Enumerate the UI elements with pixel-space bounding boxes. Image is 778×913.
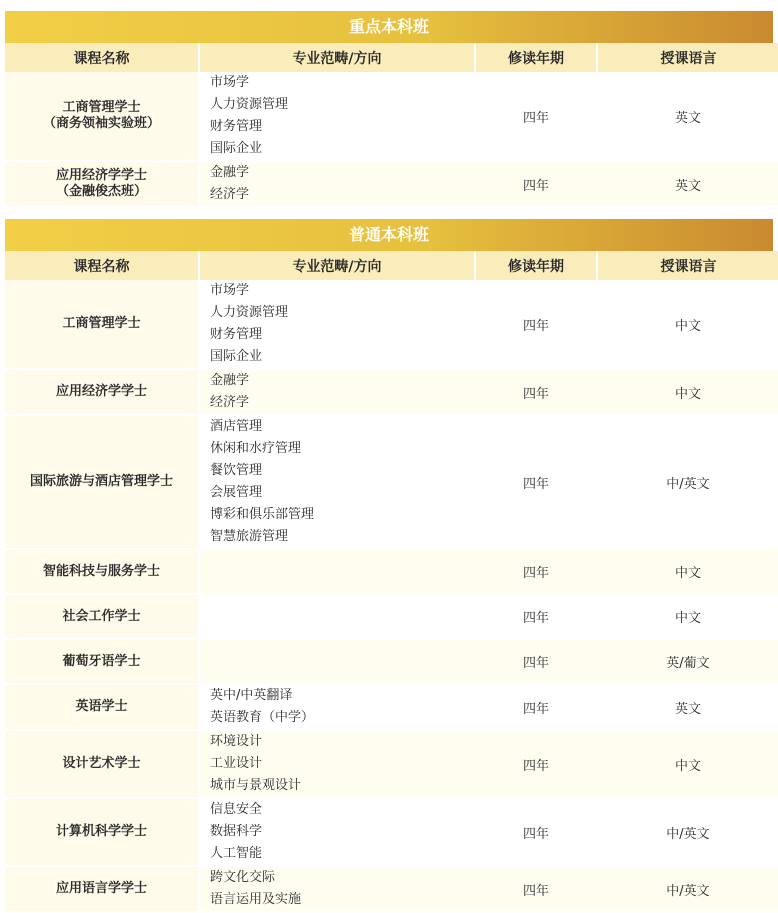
directions-cell	[199, 369, 475, 415]
course-name: 应用经济学学士	[55, 384, 147, 399]
direction-item: 休闲和水疗管理	[210, 441, 302, 456]
table-row	[5, 866, 778, 912]
study-years-cell: 四年	[475, 730, 597, 798]
study-years-cell: 四年	[475, 161, 597, 207]
table-row	[5, 415, 778, 549]
direction-item: 金融学	[210, 165, 250, 180]
course-name: 英语学士	[75, 699, 128, 714]
study-years-cell: 四年	[475, 369, 597, 415]
direction-item: 跨文化交际	[210, 870, 276, 885]
teaching-language-cell: 中/英文	[597, 866, 778, 912]
course-name-cell	[5, 684, 199, 730]
direction-item: 数据科学	[210, 824, 263, 839]
teaching-language-cell: 英文	[597, 161, 778, 207]
direction-item: 人力资源管理	[210, 305, 289, 320]
course-name: 社会工作学士	[62, 608, 141, 624]
header-years: 修读年期	[475, 251, 597, 280]
study-years-cell: 四年	[475, 280, 597, 369]
directions-cell	[199, 798, 475, 866]
table-row	[5, 280, 778, 369]
header-directions: 专业范畴/方向	[199, 43, 475, 72]
directions-cell	[199, 684, 475, 730]
table-row	[5, 594, 778, 639]
header-course-name: 课程名称	[5, 251, 199, 280]
course-name-cell	[5, 72, 199, 161]
course-name-note: （金融俊杰班）	[55, 184, 147, 199]
direction-item: 市场学	[210, 283, 250, 298]
teaching-language-cell: 英文	[597, 72, 778, 161]
course-name-note: （商务领袖实验班）	[42, 116, 160, 131]
study-years-cell: 四年	[475, 415, 597, 549]
direction-item: 博彩和俱乐部管理	[210, 507, 315, 522]
direction-item: 财务管理	[210, 327, 263, 342]
direction-item: 酒店管理	[210, 419, 263, 434]
directions-cell	[199, 549, 475, 594]
direction-item: 会展管理	[210, 485, 263, 500]
course-name-cell	[5, 594, 199, 639]
direction-item: 语言运用及实施	[210, 892, 302, 907]
study-years-cell: 四年	[475, 639, 597, 684]
course-name-cell	[5, 866, 199, 912]
course-name: 设计艺术学士	[62, 756, 141, 771]
table-row	[5, 798, 778, 866]
direction-item: 英中/中英翻译	[210, 688, 293, 703]
teaching-language-cell: 中文	[597, 369, 778, 415]
course-name: 国际旅游与酒店管理学士	[29, 474, 173, 489]
header-course-name: 课程名称	[5, 43, 199, 72]
header-language: 授课语言	[597, 251, 778, 280]
direction-item: 财务管理	[210, 119, 263, 134]
directions-cell	[199, 161, 475, 207]
table-row	[5, 369, 778, 415]
study-years-cell: 四年	[475, 798, 597, 866]
table-row	[5, 72, 778, 161]
course-name: 应用语言学学士	[55, 881, 147, 896]
table-row	[5, 684, 778, 730]
direction-item: 信息安全	[210, 802, 263, 817]
direction-item: 市场学	[210, 75, 250, 90]
course-name-cell	[5, 415, 199, 549]
direction-item: 工业设计	[210, 756, 263, 771]
key-program-section	[5, 11, 773, 208]
course-name: 工商管理学士	[62, 316, 141, 331]
directions-cell	[199, 639, 475, 684]
table-row	[5, 549, 778, 594]
study-years-cell: 四年	[475, 866, 597, 912]
direction-item: 经济学	[210, 187, 250, 202]
course-name: 应用经济学学士	[55, 168, 147, 183]
teaching-language-cell: 中文	[597, 549, 778, 594]
teaching-language-cell: 中文	[597, 594, 778, 639]
course-name-cell	[5, 639, 199, 684]
directions-cell	[199, 866, 475, 912]
study-years-cell: 四年	[475, 684, 597, 730]
course-name-cell	[5, 730, 199, 798]
directions-cell	[199, 730, 475, 798]
direction-item: 智慧旅游管理	[210, 529, 289, 544]
table-header-row	[5, 251, 778, 280]
direction-item: 人力资源管理	[210, 97, 289, 112]
table-row	[5, 161, 778, 207]
program-table	[5, 43, 778, 208]
section-title: 普通本科班	[5, 219, 773, 251]
direction-item: 餐饮管理	[210, 463, 263, 478]
teaching-language-cell: 英文	[597, 684, 778, 730]
direction-item: 国际企业	[210, 349, 263, 364]
direction-item: 国际企业	[210, 141, 263, 156]
course-name: 工商管理学士	[62, 100, 141, 115]
direction-item: 环境设计	[210, 734, 263, 749]
teaching-language-cell: 中/英文	[597, 415, 778, 549]
teaching-language-cell: 中文	[597, 730, 778, 798]
directions-cell	[199, 594, 475, 639]
teaching-language-cell: 中文	[597, 280, 778, 369]
header-directions: 专业范畴/方向	[199, 251, 475, 280]
course-name: 计算机科学学士	[55, 824, 147, 839]
directions-cell	[199, 415, 475, 549]
course-name-cell	[5, 369, 199, 415]
study-years-cell: 四年	[475, 72, 597, 161]
direction-item: 金融学	[210, 373, 250, 388]
directions-cell	[199, 72, 475, 161]
table-row	[5, 639, 778, 684]
table-header-row	[5, 43, 778, 72]
course-name-cell	[5, 798, 199, 866]
course-name-cell	[5, 280, 199, 369]
study-years-cell: 四年	[475, 549, 597, 594]
course-name: 葡萄牙语学士	[62, 653, 141, 669]
teaching-language-cell: 中/英文	[597, 798, 778, 866]
directions-cell	[199, 280, 475, 369]
teaching-language-cell: 英/葡文	[597, 639, 778, 684]
course-name-cell	[5, 549, 199, 594]
program-table	[5, 251, 778, 913]
section-title: 重点本科班	[5, 11, 773, 43]
regular-program-section	[5, 219, 773, 913]
direction-item: 经济学	[210, 395, 250, 410]
header-language: 授课语言	[597, 43, 778, 72]
direction-item: 英语教育（中学）	[210, 710, 315, 725]
header-years: 修读年期	[475, 43, 597, 72]
table-row	[5, 730, 778, 798]
course-name: 智能科技与服务学士	[42, 563, 160, 579]
course-name-cell	[5, 161, 199, 207]
direction-item: 人工智能	[210, 846, 263, 861]
study-years-cell: 四年	[475, 594, 597, 639]
direction-item: 城市与景观设计	[210, 778, 302, 793]
